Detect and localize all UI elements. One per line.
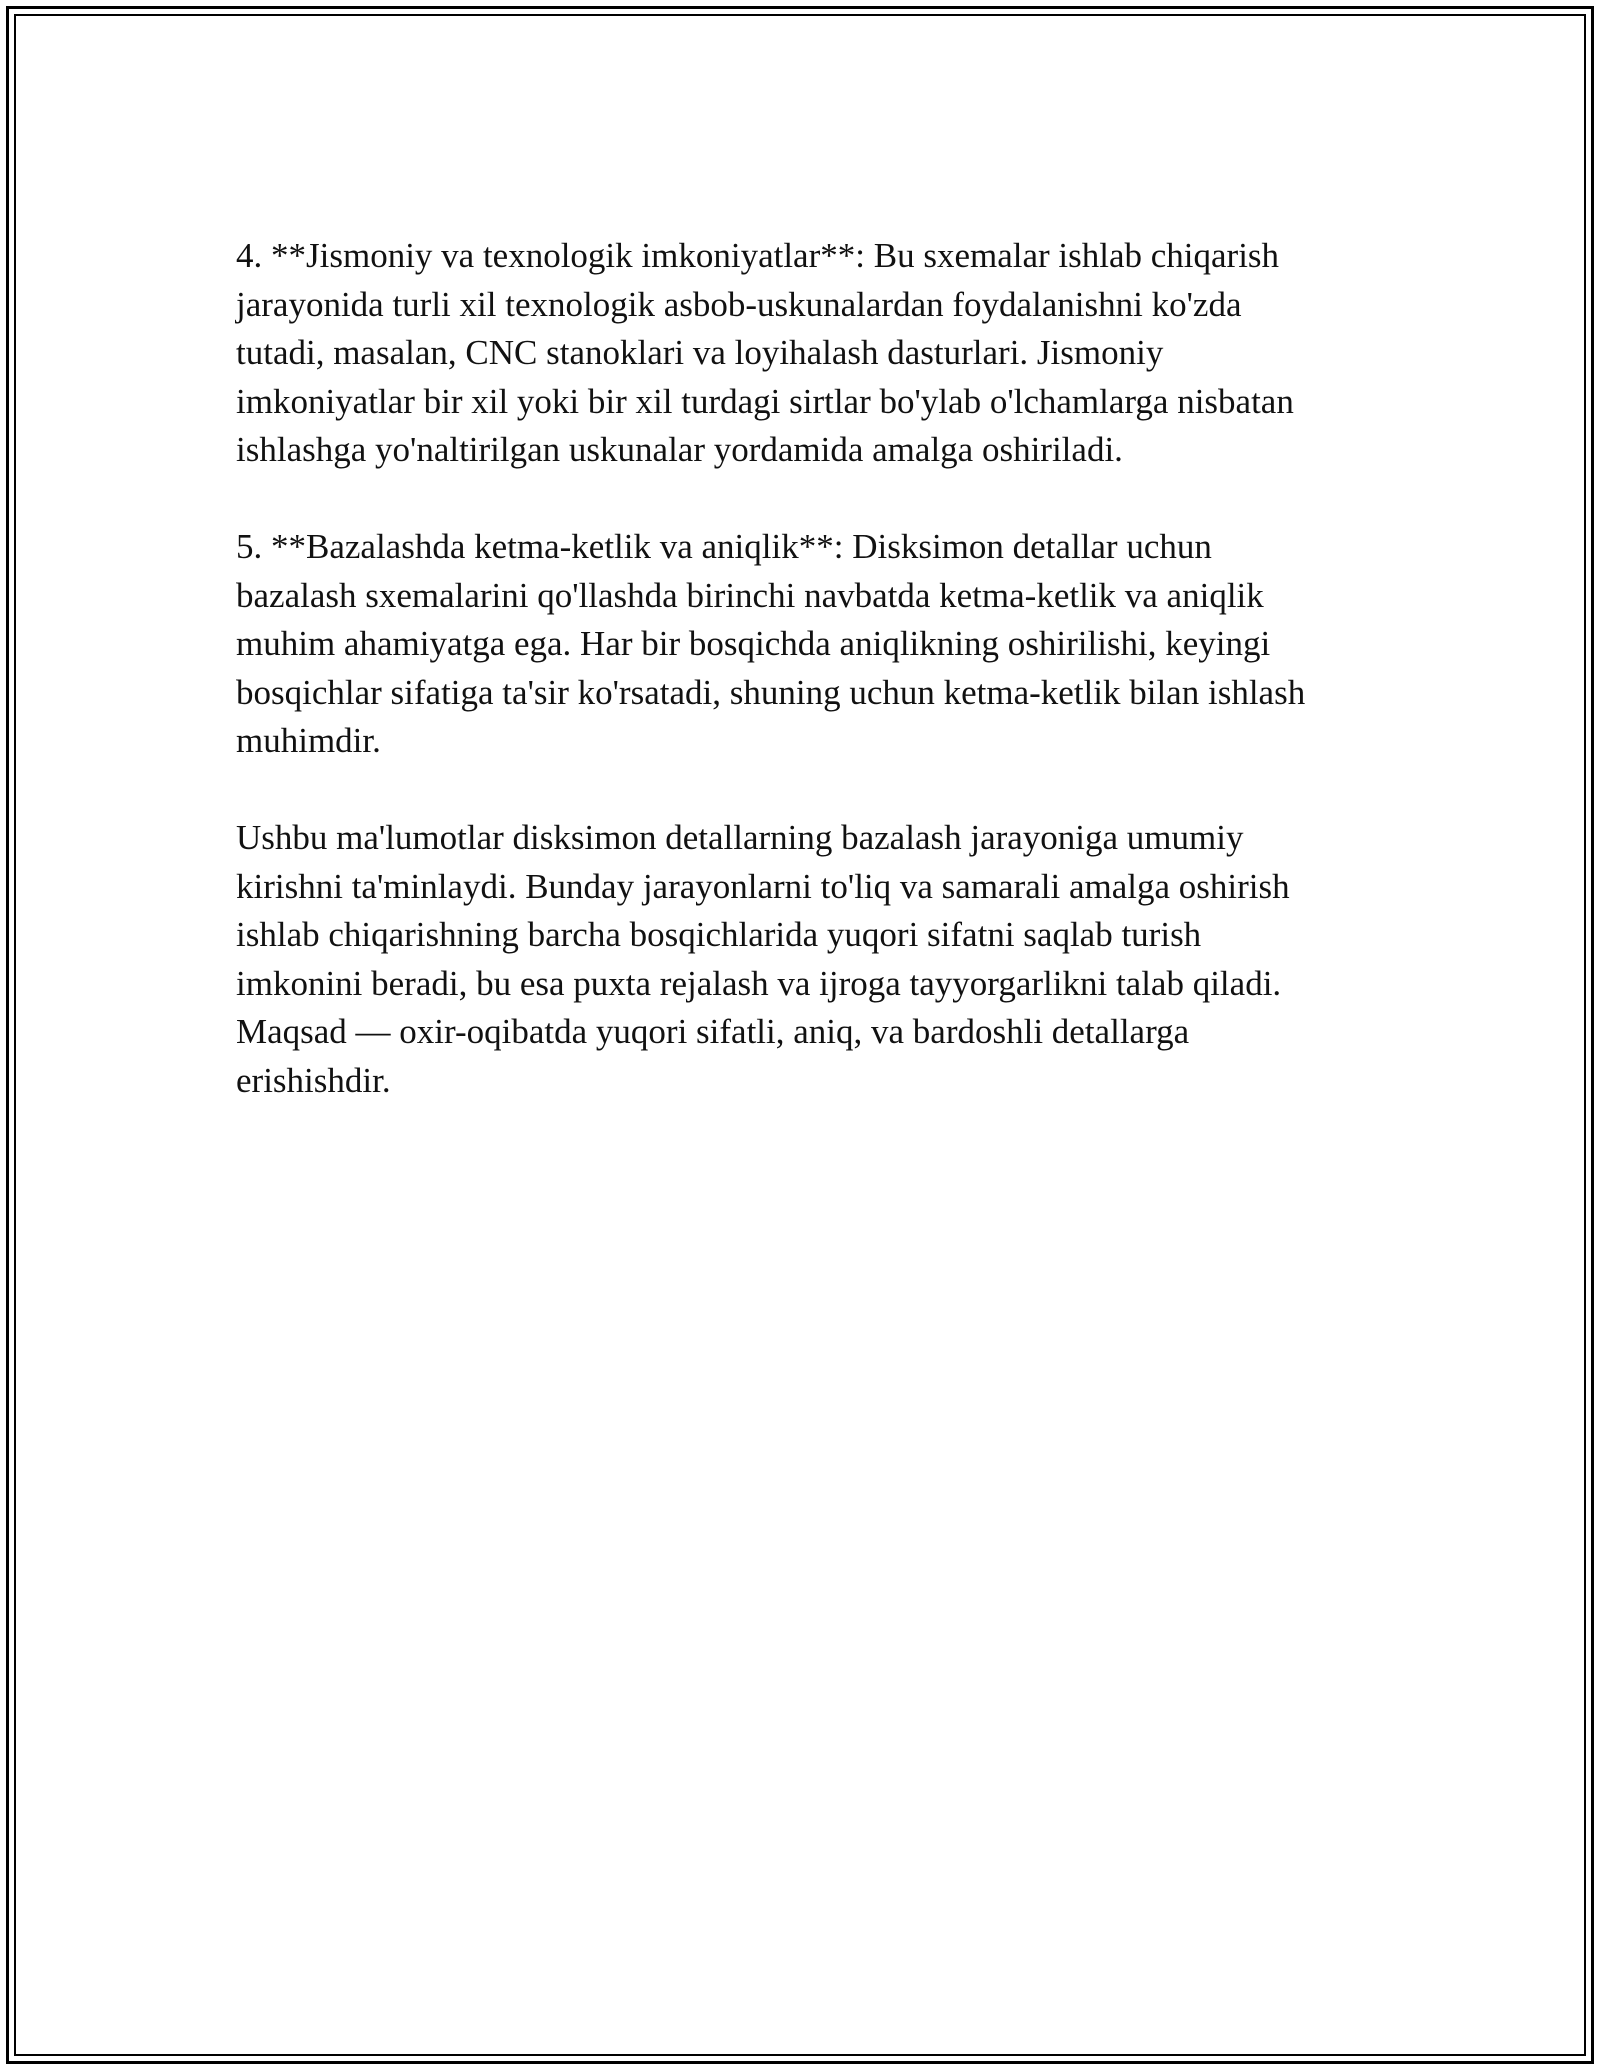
- text-line: imkonini beradi, bu esa puxta rejalash va ijroga tayyorgarlikni talab qiladi.: [236, 963, 1282, 1003]
- text-line: Ushbu ma'lumotlar disksimon detallarning bazalash jarayoniga umumiy: [236, 818, 1244, 857]
- text-line: Maqsad — oxir-oqibatda yuqori sifatli, aniq, va bardoshli detallarga: [236, 1012, 1190, 1051]
- paragraph-item-4: [236, 232, 1386, 475]
- text-line: bosqichlar sifatiga ta'sir ko'rsatadi, shuning uchun ketma-ketlik bilan ishlash: [236, 672, 1306, 712]
- text-line: imkoniyatlar bir xil yoki bir xil turdagi sirtlar bo'ylab o'lchamlarga nisbatan: [236, 381, 1294, 421]
- text-line: 5. **Bazalashda ketma-ketlik va aniqlik**: Disksimon detallar uchun: [236, 527, 1212, 566]
- paragraph-item-5: [236, 523, 1386, 766]
- text-line: jarayonida turli xil texnologik asbob-uskunalardan foydalanishni ko'zda: [236, 284, 1242, 324]
- text-line: erishishdir.: [236, 1060, 391, 1100]
- text-line: 4. **Jismoniy va texnologik imkoniyatlar**: Bu sxemalar ishlab chiqarish: [236, 236, 1280, 275]
- text-line: bazalash sxemalarini qo'llashda birinchi navbatda ketma-ketlik va aniqlik: [236, 575, 1264, 615]
- text-line: muhim ahamiyatga ega. Har bir bosqichda aniqlikning oshirilishi, keyingi: [236, 624, 1271, 663]
- text-line: ishlab chiqarishning barcha bosqichlarida yuqori sifatni saqlab turish: [236, 915, 1202, 954]
- text-line: ishlashga yo'naltirilgan uskunalar yordamida amalga oshiriladi.: [236, 430, 1123, 469]
- document-body: [236, 232, 1386, 1154]
- text-line: muhimdir.: [236, 721, 381, 760]
- paragraph-summary: [236, 814, 1386, 1105]
- text-line: kirishni ta'minlaydi. Bunday jarayonlarni to'liq va samarali amalga oshirish: [236, 866, 1290, 906]
- text-line: tutadi, masalan, CNC stanoklari va loyihalash dasturlari. Jismoniy: [236, 333, 1164, 372]
